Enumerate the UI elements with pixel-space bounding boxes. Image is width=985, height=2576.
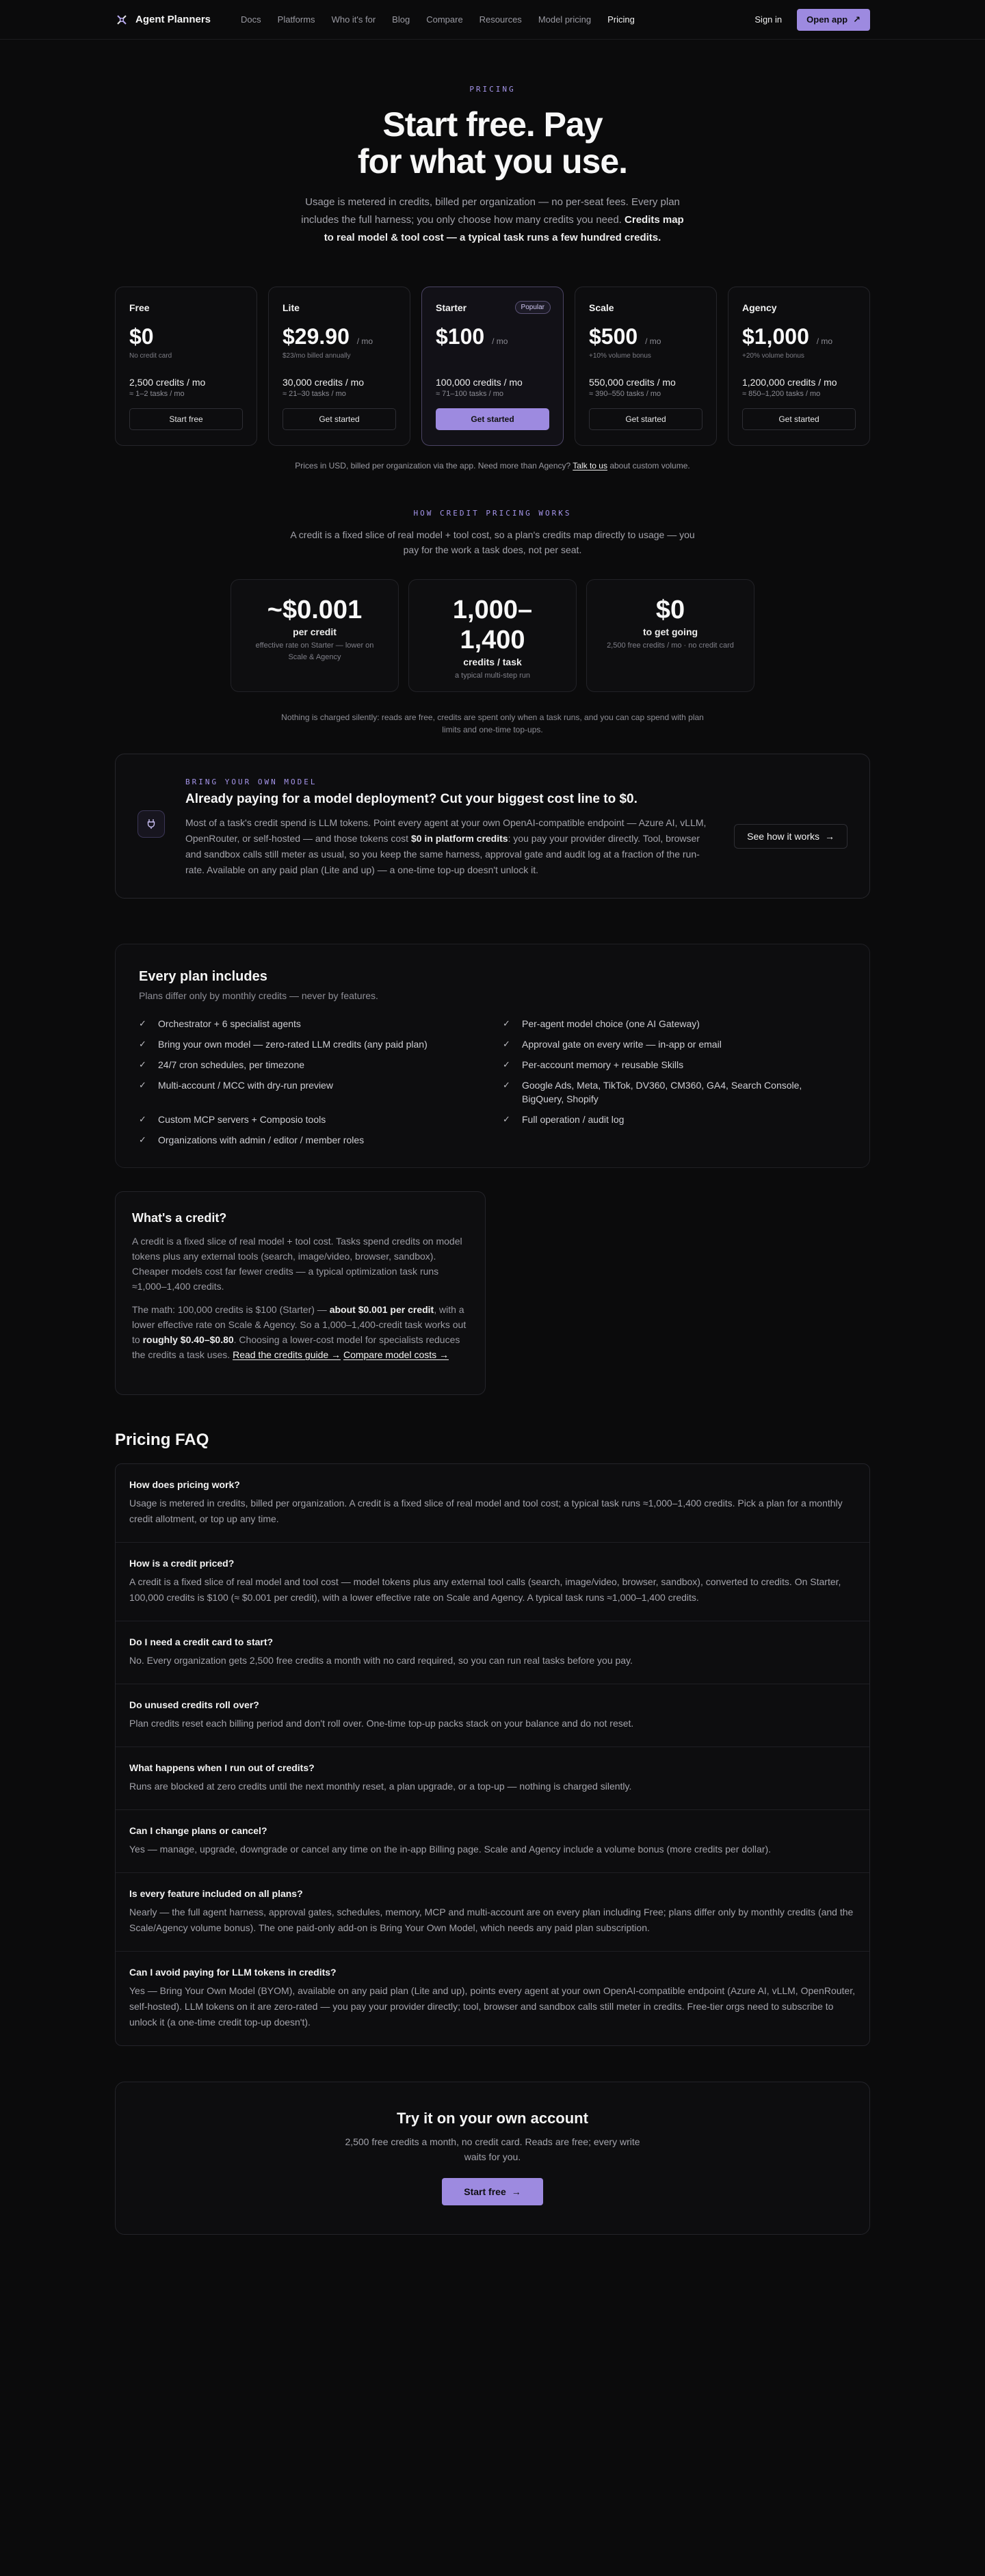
- faq-answer: Nearly — the full agent harness, approval gates, schedules, memory, MCP and multi-account are on every plan including Free; plans differ only by monthly credits (and the Scale/Agency volume bonus). The one paid-only add-on is Bring Your Own Model, which needs any paid plan subscription.: [129, 1907, 854, 1933]
- plan-note: $23/mo billed annually: [283, 352, 351, 360]
- feature-grid: [139, 1013, 846, 1150]
- nav-link-pricing[interactable]: Pricing: [607, 14, 635, 25]
- plan-name: Free: [129, 302, 150, 313]
- feature-item: [139, 1130, 482, 1150]
- check-icon: ✓: [139, 1134, 146, 1145]
- plan-price-value: $100: [436, 324, 485, 349]
- nav-link-model-pricing[interactable]: Model pricing: [538, 14, 592, 25]
- plan-price: [283, 324, 396, 349]
- nav-link-blog[interactable]: Blog: [392, 14, 410, 25]
- plan-price-value: $1,000: [742, 324, 809, 349]
- credits-guide-link[interactable]: Read the credits guide →: [233, 1349, 341, 1360]
- stat-card: [586, 579, 754, 692]
- plan-tasks: ≈ 850–1,200 tasks / mo: [742, 390, 821, 398]
- get-started-button-lite[interactable]: Get started: [283, 408, 396, 430]
- compare-model-costs-link[interactable]: Compare model costs →: [343, 1349, 449, 1360]
- plan-price-value: $29.90: [283, 324, 350, 349]
- title-line-2: for what you use.: [357, 142, 628, 181]
- faq-question: What happens when I run out of credits?: [129, 1762, 315, 1773]
- faq-question: Is every feature included on all plans?: [129, 1888, 303, 1899]
- plan-name: Lite: [283, 302, 300, 313]
- see-how-it-works-button[interactable]: [734, 824, 848, 849]
- plans-footnote: [0, 461, 985, 470]
- faq-question: Can I change plans or cancel?: [129, 1825, 267, 1836]
- every-plan-includes: [115, 944, 870, 1168]
- final-cta-card: [115, 2082, 870, 2235]
- feature-text: Bring your own model — zero-rated LLM credits (any paid plan): [158, 1039, 428, 1050]
- plan-price: [589, 324, 702, 349]
- hero-subtitle: [301, 194, 684, 247]
- faq-item[interactable]: [116, 1621, 869, 1684]
- nav-link-resources[interactable]: Resources: [479, 14, 522, 25]
- includes-subtitle: Plans differ only by monthly credits — never by features.: [139, 990, 378, 1001]
- stat-value: $0: [655, 596, 685, 624]
- arrow-right-icon: →: [511, 2186, 521, 2197]
- faq-answer: A credit is a fixed slice of real model and tool cost — model tokens plus any external tool calls (search, image/video, browser, sandbox), converted to credits. On Starter, 100,000 credits is $100 (≈ $0.001 per credit), with a lower effective rate on Scale and Agency. A typical task runs ≈1,000–1,400 credits.: [129, 1576, 841, 1603]
- faq-title: Pricing FAQ: [115, 1431, 209, 1449]
- faq-item[interactable]: [116, 1810, 869, 1873]
- faq-answer: Yes — manage, upgrade, downgrade or cancel any time on the in-app Billing page. Scale and Agency include a volume bonus (more credits per dollar).: [129, 1844, 772, 1855]
- plan-card-scale: [575, 287, 717, 446]
- faq-item[interactable]: [116, 1747, 869, 1810]
- feature-column-right: [503, 1013, 846, 1150]
- faq-item[interactable]: [116, 1464, 869, 1543]
- feature-item: [503, 1034, 846, 1054]
- brand[interactable]: [115, 13, 211, 27]
- nav-actions: [754, 9, 870, 31]
- byom-content: [185, 778, 712, 878]
- faq-question: Do unused credits roll over?: [129, 1699, 259, 1710]
- check-icon: ✓: [139, 1114, 146, 1124]
- feature-item: [503, 1054, 846, 1075]
- brand-name: Agent Planners: [135, 14, 211, 25]
- feature-item: [503, 1109, 846, 1130]
- nav-links: [241, 14, 635, 25]
- hero-eyebrow: PRICING: [469, 85, 516, 94]
- faq-item[interactable]: [116, 1543, 869, 1621]
- plug-icon: [137, 810, 165, 838]
- check-icon: ✓: [503, 1039, 510, 1049]
- plan-price: [742, 324, 856, 349]
- math-bold-2: roughly $0.40–$0.80: [142, 1334, 234, 1345]
- stat-label: per credit: [293, 626, 337, 637]
- plan-card-free: [115, 287, 257, 446]
- faq-item[interactable]: [116, 1873, 869, 1952]
- check-icon: ✓: [139, 1059, 146, 1070]
- stat-note: a typical multi-step run: [454, 672, 531, 680]
- stat-card: [408, 579, 577, 692]
- feature-item: [503, 1075, 846, 1109]
- whats-a-credit-paragraph-1: A credit is a fixed slice of real model + tool cost. Tasks spend credits on model tokens plus any external tools (search, image/video, browser, sandbox). Cheaper models cost far fewer credits — a typical optimization task runs ≈1,000–1,400 credits.: [132, 1236, 462, 1292]
- see-how-it-works-label: See how it works: [747, 831, 819, 842]
- check-icon: ✓: [139, 1039, 146, 1049]
- nav-link-docs[interactable]: Docs: [241, 14, 261, 25]
- get-started-button-scale[interactable]: Get started: [589, 408, 702, 430]
- whats-a-credit-card: [115, 1191, 486, 1395]
- includes-title: Every plan includes: [139, 969, 267, 984]
- plan-name: Agency: [742, 302, 777, 313]
- how-eyebrow: HOW CREDIT PRICING WORKS: [413, 509, 572, 518]
- plan-price-period: / mo: [356, 336, 373, 346]
- hero-sub-plain: Usage is metered in credits, billed per organization — no per-seat fees. Every plan includes the full harness; you only choose how many credits you need.: [301, 196, 680, 226]
- final-start-free-label: Start free: [464, 2186, 506, 2197]
- check-icon: ✓: [503, 1059, 510, 1070]
- top-nav: [0, 0, 985, 40]
- arrow-right-icon: →: [825, 831, 835, 842]
- math-bold-1: about $0.001 per credit: [329, 1304, 434, 1315]
- plan-price: [436, 324, 549, 349]
- plan-name: Scale: [589, 302, 614, 313]
- check-icon: ✓: [139, 1018, 146, 1028]
- final-start-free-button[interactable]: [442, 2178, 543, 2205]
- faq-answer: Usage is metered in credits, billed per organization. A credit is a fixed slice of real model and tool cost; a typical task runs ≈1,000–1,400 credits. Pick a plan for a monthly credit allotment, or top up any time.: [129, 1498, 843, 1524]
- whats-a-credit-paragraph-2: [132, 1302, 469, 1362]
- faq-question: Can I avoid paying for LLM tokens in credits?: [129, 1967, 337, 1978]
- feature-text: Per-agent model choice (one AI Gateway): [522, 1018, 700, 1029]
- how-credit-pricing-works: [0, 509, 985, 736]
- final-cta-title: Try it on your own account: [397, 2110, 588, 2127]
- get-started-button-starter[interactable]: Get started: [436, 408, 549, 430]
- plug-icon-glyph: [146, 819, 157, 829]
- plan-note: +20% volume bonus: [742, 352, 804, 360]
- sign-in-link[interactable]: Sign in: [754, 14, 783, 25]
- plans-footnote-text-end: about custom volume.: [607, 461, 690, 470]
- hero-sub-bold: Credits map to real model & tool cost — a typical task runs a few hundred credits.: [324, 214, 684, 243]
- math-text-a: The math: 100,000 credits is $100 (Starter) —: [132, 1304, 330, 1315]
- plan-card-agency: [728, 287, 870, 446]
- plan-tasks: ≈ 390–550 tasks / mo: [589, 390, 661, 398]
- check-icon: ✓: [503, 1114, 510, 1124]
- feature-text: Organizations with admin / editor / member roles: [158, 1134, 365, 1145]
- nav-link-platforms[interactable]: Platforms: [277, 14, 315, 25]
- faq-answer: Plan credits reset each billing period and don't roll over. One-time top-up packs stack on your balance and do not reset.: [129, 1718, 634, 1729]
- arrow-up-right-icon: ↗: [853, 14, 861, 25]
- plan-price-value: $0: [129, 324, 154, 349]
- check-icon: ✓: [503, 1080, 510, 1090]
- plan-credits: 30,000 credits / mo: [283, 377, 365, 388]
- how-subtitle: A credit is a fixed slice of real model + tool cost, so a plan's credits map directly to usage — you pay for the work a task does, not per seat.: [290, 529, 695, 555]
- feature-text: Orchestrator + 6 specialist agents: [158, 1018, 301, 1029]
- byom-text-a: Most of a task's credit spend is LLM tokens. Point every agent at your own OpenAI-compatible endpoint — Azure AI, vLLM, OpenRouter, or self-hosted — and those tokens cost: [185, 817, 707, 844]
- feature-item: [139, 1109, 482, 1130]
- math-text-d: . Choosing a lower-cost model for specialists reduces the credits a task uses.: [132, 1334, 460, 1360]
- faq-answer: Yes — Bring Your Own Model (BYOM), available on any paid plan (Lite and up), points every agent at your own OpenAI-compatible endpoint (Azure AI, vLLM, OpenRouter, self-hosted). LLM tokens on it are zero-rated — you pay your provider directly; tool, browser and sandbox calls still meter in credits. Free-tier orgs need to subscribe to unlock it (a one-time credit top-up doesn't).: [129, 1985, 855, 2028]
- page-title: [0, 106, 985, 180]
- plan-cards: [0, 287, 985, 446]
- byom-eyebrow: BRING YOUR OWN MODEL: [185, 778, 317, 786]
- faq-question: How is a credit priced?: [129, 1558, 235, 1569]
- brand-logo-icon: [115, 13, 129, 27]
- byom-text-b: : you pay your provider directly. Tool, browser and sandbox calls still meter as usual, so you keep the same harness, approval gate and audit log at a fraction of the run-rate. Available on any paid plan (Lite and up) — a one-time top-up doesn't unlock it.: [185, 833, 700, 875]
- feature-text: Google Ads, Meta, TikTok, DV360, CM360, GA4, Search Console, BigQuery, Shopify: [522, 1080, 802, 1104]
- plan-tasks: ≈ 21–30 tasks / mo: [283, 390, 346, 398]
- feature-text: Multi-account / MCC with dry-run preview: [158, 1080, 333, 1091]
- feature-text: Custom MCP servers + Composio tools: [158, 1114, 326, 1125]
- get-started-button-agency[interactable]: Get started: [742, 408, 856, 430]
- nav-link-who-its-for[interactable]: Who it's for: [331, 14, 376, 25]
- faq-question: How does pricing work?: [129, 1479, 240, 1490]
- faq-list: [115, 1463, 870, 2046]
- faq-item[interactable]: [116, 1952, 869, 2045]
- popular-badge: Popular: [515, 301, 551, 314]
- plan-price-period: / mo: [645, 336, 661, 346]
- stat-value: ~$0.001: [267, 596, 363, 624]
- open-app-button[interactable]: [797, 9, 870, 31]
- final-cta-subtitle: 2,500 free credits a month, no credit card. Reads are free; every write waits for you.: [345, 2136, 640, 2162]
- math-text-c: , with a lower effective rate on Scale & Agency. So a 1,000–1,400-credit task works out to: [132, 1304, 467, 1345]
- check-icon: ✓: [139, 1080, 146, 1090]
- byom-text-bold: $0 in platform credits: [410, 833, 508, 844]
- stat-note: 2,500 free credits / mo · no credit card: [607, 641, 734, 650]
- plan-price-period: / mo: [492, 336, 508, 346]
- stat-label: credits / task: [463, 656, 522, 667]
- plan-price-value: $500: [589, 324, 638, 349]
- plan-price-period: / mo: [816, 336, 833, 346]
- start-free-button[interactable]: Start free: [129, 408, 243, 430]
- open-app-label: Open app: [806, 14, 848, 25]
- plans-footnote-text: Prices in USD, billed per organization via the app. Need more than Agency?: [295, 461, 573, 470]
- feature-item: [139, 1013, 482, 1034]
- how-footnote: Nothing is charged silently: reads are free, credits are spent only when a task runs, and you can cap spend with plan limits and one-time top-ups.: [281, 713, 704, 734]
- faq-answer: No. Every organization gets 2,500 free credits a month with no card required, so you can run real tasks before you pay.: [129, 1655, 633, 1666]
- stat-cards: [0, 579, 985, 692]
- feature-text: Full operation / audit log: [522, 1114, 625, 1125]
- byom-title: Already paying for a model deployment? Cut your biggest cost line to $0.: [185, 792, 638, 806]
- feature-item: [139, 1075, 482, 1109]
- feature-item: [139, 1054, 482, 1075]
- stat-label: to get going: [642, 626, 698, 637]
- plan-credits: 1,200,000 credits / mo: [742, 377, 837, 388]
- feature-column-left: [139, 1013, 482, 1150]
- feature-text: Per-account memory + reusable Skills: [522, 1059, 684, 1070]
- title-line-1: Start free. Pay: [382, 105, 603, 144]
- talk-to-us-link[interactable]: Talk to us: [573, 461, 607, 470]
- feature-item: [139, 1034, 482, 1054]
- hero: [0, 40, 985, 247]
- stat-card: [231, 579, 399, 692]
- plan-credits: 100,000 credits / mo: [436, 377, 523, 388]
- plan-price: [129, 324, 243, 349]
- feature-text: 24/7 cron schedules, per timezone: [158, 1059, 305, 1070]
- stat-value: 1,000–1,400: [452, 596, 533, 654]
- plan-note: No credit card: [129, 352, 172, 360]
- plan-credits: 2,500 credits / mo: [129, 377, 206, 388]
- faq-item[interactable]: [116, 1684, 869, 1747]
- plan-note: [436, 352, 549, 362]
- plan-credits: 550,000 credits / mo: [589, 377, 676, 388]
- faq-answer: Runs are blocked at zero credits until the next monthly reset, a plan upgrade, or a top-up — nothing is charged silently.: [129, 1781, 632, 1792]
- plan-card-lite: [268, 287, 410, 446]
- plan-note: +10% volume bonus: [589, 352, 651, 360]
- faq-question: Do I need a credit card to start?: [129, 1636, 274, 1647]
- plan-tasks: ≈ 71–100 tasks / mo: [436, 390, 503, 398]
- nav-link-compare[interactable]: Compare: [426, 14, 463, 25]
- plan-card-starter: [421, 287, 564, 446]
- whats-a-credit-title: What's a credit?: [132, 1211, 227, 1225]
- plan-tasks: ≈ 1–2 tasks / mo: [129, 390, 185, 398]
- feature-item: [503, 1013, 846, 1034]
- check-icon: ✓: [503, 1018, 510, 1028]
- stat-note: effective rate on Starter — lower on Scale & Agency: [255, 641, 374, 661]
- plan-name: Starter: [436, 302, 467, 313]
- byom-description: [185, 815, 712, 878]
- feature-text: Approval gate on every write — in-app or email: [522, 1039, 722, 1050]
- byom-card: [115, 754, 870, 899]
